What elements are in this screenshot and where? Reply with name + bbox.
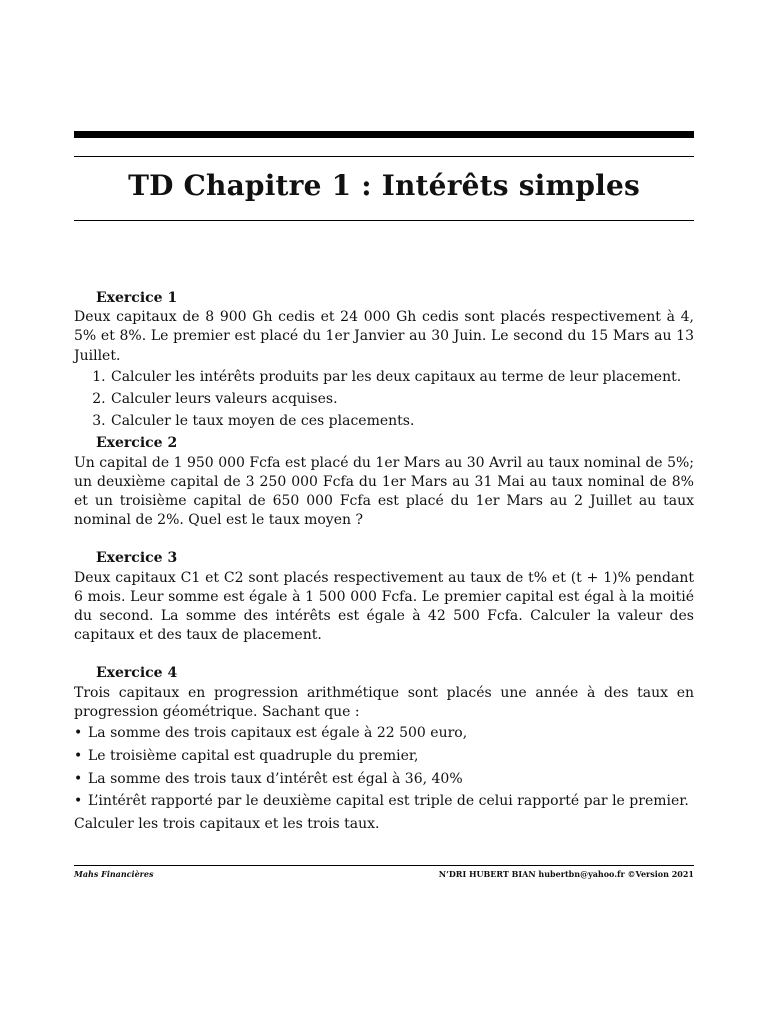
exercise-1-question-2: 2. Calculer leurs valeurs acquises. — [110, 390, 694, 409]
exercise-4-body: Trois capitaux en progression arithmétique sont placés une année à des taux en progression géométrique. Sachant que : — [74, 684, 694, 720]
exercise-4-condition-2 — [74, 747, 694, 766]
exercise-3 — [74, 549, 694, 645]
header-thin-rule-bottom — [74, 220, 694, 221]
bullet-icon: • — [74, 747, 83, 764]
exercise-2-title: Exercice 2 — [96, 435, 178, 452]
exercise-2 — [74, 434, 694, 530]
condition-text: La somme des trois capitaux est égale à 22 500 euro, — [88, 725, 468, 742]
header-thick-rule — [74, 131, 694, 138]
exercise-1-body: Deux capitaux de 8 900 Gh cedis et 24 000 Gh cedis sont placés respectivement à 4, 5% et 8%. Le premier est placé du 1er Janvier au 30 Juin. Le second du 15 Mars au 13 Juillet. — [74, 309, 694, 364]
footer-course-name: Mahs Financières — [74, 869, 154, 879]
bullet-icon: • — [74, 725, 83, 742]
exercise-4-condition-4 — [74, 792, 694, 811]
exercise-2-body: Un capital de 1 950 000 Fcfa est placé du 1er Mars au 30 Avril au taux nominal de 5%; un deuxième capital de 3 250 000 Fcfa du 1er Mars au 31 Mai au taux nominal de 8% et un troisième capital de 650 000 Fcfa est placé du 1er Mars au 2 Juillet au taux nominal de 2%. Quel est le taux moyen ? — [74, 454, 694, 529]
spacer — [74, 645, 694, 664]
condition-text: L’intérêt rapporté par le deuxième capital est triple de celui rapporté par le premier. — [88, 793, 689, 810]
exercise-4-condition-1 — [74, 724, 694, 743]
bullet-icon: • — [74, 770, 83, 787]
spacer — [74, 530, 694, 549]
footer-rule — [74, 865, 694, 866]
document-page — [74, 0, 694, 1024]
condition-text: Le troisième capital est quadruple du premier, — [88, 747, 419, 764]
condition-text: La somme des trois taux d’intérêt est égal à 36, 40% — [88, 770, 463, 787]
exercise-4-condition-3 — [74, 770, 694, 789]
header-thin-rule-top — [74, 156, 694, 157]
exercise-3-title: Exercice 3 — [96, 550, 178, 567]
exercise-1-questions — [74, 368, 694, 432]
document-body — [74, 289, 694, 834]
exercise-1-question-3: 3. Calculer le taux moyen de ces placements. — [110, 412, 694, 431]
exercise-4 — [74, 664, 694, 834]
footer-author-info: N’DRI HUBERT BIAN hubertbn@yahoo.fr ©Version 2021 — [438, 869, 694, 879]
bullet-icon: • — [74, 793, 83, 810]
exercise-1-title: Exercice 1 — [96, 290, 178, 306]
page-title: TD Chapitre 1 : Intérêts simples — [128, 169, 640, 202]
exercise-1 — [74, 289, 694, 431]
exercise-3-body: Deux capitaux C1 et C2 sont placés respectivement au taux de t% et (t + 1)% pendant 6 mois. Leur somme est égale à 1 500 000 Fcfa. Le premier capital est égal à la moitié du second. La somme des intérêts est égale à 42 500 Fcfa. Calculer la valeur des capitaux et des taux de placement. — [74, 569, 694, 644]
exercise-4-title: Exercice 4 — [96, 665, 178, 682]
exercise-4-conditions — [74, 724, 694, 812]
exercise-1-question-1: 1. Calculer les intérêts produits par les deux capitaux au terme de leur placement. — [110, 368, 694, 387]
exercise-4-closing: Calculer les trois capitaux et les trois taux. — [74, 816, 380, 833]
